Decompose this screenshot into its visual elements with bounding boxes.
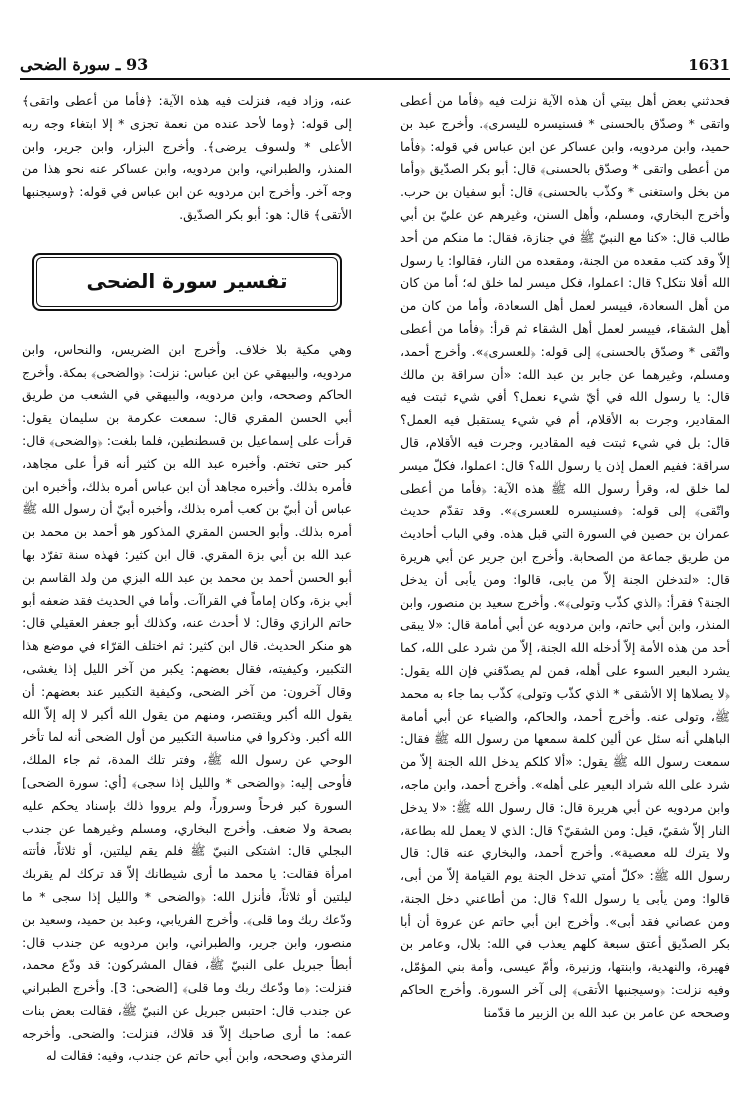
header-rule <box>20 78 730 80</box>
left-column <box>22 90 352 1068</box>
running-title: 93 ـ سورة الضحى <box>20 55 149 74</box>
page-number: 1631 <box>688 56 730 74</box>
section-title: تفسير سورة الضحى <box>36 257 338 307</box>
page-header <box>20 46 730 74</box>
right-column <box>400 90 730 1025</box>
left-column-top-text: عنه، وزاد فيه، فنزلت فيه هذه الآية: ﴿فأما من أعطى واتقى﴾ إلى قوله: ﴿وما لأحد عنده من نعمة تجزى * إلا ابتغاء وجه ربه الأعلى * ولسوف يرضى﴾. وأخرج البزار، وابن جرير، وابن المنذر، والطبراني، وابن مردويه، وابن عساكر عنه نحو هذا من وجه آخر. وأخرج ابن مردويه عن ابن عباس في قوله: ﴿وسيجنبها الأتقى﴾ قال: هو: أبو بكر الصدّيق. <box>22 93 352 222</box>
left-column-bottom-text: وهي مكية بلا خلاف. وأخرج ابن الضريس، والنحاس، وابن مردويه، والبيهقي عن ابن عباس: نزلت: ﴿والضحى﴾ بمكة. وأخرج الحاكم وصححه، وابن مردويه، والبيهقي في الشعب من طريق أبي الحسن المقري قال: سمعت عكرمة بن سليمان يقول: قرأت على إسماعيل بن قسطنطين، فلما بلغت: ﴿والضحى﴾ قال: كبر حتى تختم. وأخبره عبد الله بن كثير أنه قرأ على مجاهد، فأمره بذلك. وأخبره مجاهد أن ابن عباس أمره بذلك، وأخبره ابن عباس أن أبيّ بن كعب أمره بذلك، وأخبره أبيّ أن رسول الله ﷺ أمره بذلك. وأبو الحسن المقري المذكور هو أحمد بن محمد بن عبد الله بن أبي بزة المقري. قال ابن كثير: فهذه سنة تفرّد بها أبو الحسن أحمد بن محمد بن عبد الله البزي من ولد القاسم بن أبي بزة، وكان إماماً في القراآت. وأما في الحديث فقد ضعفه أبو حاتم الرازي وقال: لا أحدث عنه، وكذلك أبو جعفر العقيلي قال: هو منكر الحديث. قال ابن كثير: ثم اختلف القرّاء في موضع هذا التكبير، وكيفيته، فقال بعضهم: يكبر من آخر الليل إذا يغشى، وقال آخرون: من آخر الضحى، وكيفية التكبير عند بعضهم: أن يقول الله أكبر ويقتصر، ومنهم من يقول الله أكبر لا إله إلاّ الله الله أكبر. وذكروا في مناسبة التكبير من أول الضحى أنه لما تأخر الوحي عن رسول الله ﷺ، وفتر تلك المدة، ثم جاء الملك، فأوحى إليه: ﴿والضحى * والليل إذا سجى﴾ [أي: سورة الضحى] السورة كبر فرحاً وسروراً، ولم يرووا ذلك بإسناد يحكم عليه بصحة ولا ضعف. وأخرج البخاري، ومسلم وغيرهما عن جندب البجلي قال: اشتكى النبيّ ﷺ فلم يقم ليلتين، أو ثلاثاً، فأتته امرأة فقالت: يا محمد ما أرى شيطانك إلاّ قد تركك لم يقربك ليلتين أو ثلاثاً، فأنزل الله: ﴿والضحى * والليل إذا سجى * ما ودّعك ربك وما قلى﴾. وأخرج الفريابي، وعبد بن حميد، وسعيد بن منصور، وابن جرير، والطبراني، وابن مردويه عن جندب قال: أبطأ جبريل على النبيّ ﷺ، فقال المشركون: قد ودّع محمد، فنزلت: ﴿ما ودّعك ربك وما قلى﴾ [الضحى: 3]. وأخرج الطبراني عن جندب قال: احتبس جبريل عن النبيّ ﷺ، فقالت بعض بنات عمه: ما أرى صاحبك إلاّ قد قلاك، فنزلت: والضحى. وأخرجه الترمذي وصححه، وابن أبي حاتم عن جندب، وفيه: فقالت له <box>22 341 352 1064</box>
section-title-box <box>32 253 342 311</box>
right-column-text: فحدثني بعض أهل بيتي أن هذه الآية نزلت فيه ﴿فأما من أعطى واتقى * وصدّق بالحسنى * فسنيسره لليسرى﴾. وأخرج عبد بن حميد، وابن مردويه، وابن عساكر عن ابن عباس في قوله: ﴿فأما من أعطى واتقى * وصدّق بالحسنى﴾ قال: أبو بكر الصدّيق ﴿وأما من بخل واستغنى * وكذّب بالحسنى﴾ قال: أبو سفيان بن حرب. وأخرج البخاري، ومسلم، وأهل السنن، وغيرهم عن عليّ بن أبي طالب قال: «كنا مع النبيّ ﷺ في جنازة، فقال: ما منكم من أحد إلاّ وقد كتب مقعده من الجنة، ومقعده من النار، فقالوا: يا رسول الله أفلا نتكل؟ قال: اعملوا، فكل ميسر لما خلق له؛ أما من كان من أهل السعادة، فييسر لعمل أهل السعادة، وأما من كان من أهل الشقاء، فييسر لعمل أهل الشقاء ثم قرأ: ﴿فأما من أعطى واتّقى * وصدّق بالحسنى﴾ إلى قوله: ﴿للعسرى﴾». وأخرج أحمد، ومسلم، وغيرهما عن جابر بن عبد الله: «أن سراقة بن مالك قال: يا رسول الله في أيّ شيء نعمل؟ أفي شيء ثبتت فيه المقادير، وجرت به الأقلام، أم في شيء يستقبل فيه العمل؟ قال: بل في شيء ثبتت فيه المقادير، وجرت فيه الأقلام، قال سراقة: ففيم العمل إذن يا رسول الله؟ قال: اعملوا، فكلّ ميسر لما خلق له، وقرأ رسول الله ﷺ هذه الآية: ﴿فأما من أعطى واتّقى﴾ إلى قوله: ﴿فسنيسره للعسرى﴾». وقد تقدّم حديث عمران بن حصين في السورة التي قبل هذه. وفي الباب أحاديث من طريق جماعة من الصحابة. وأخرج ابن جرير عن أبي هريرة قال: «لتدخلن الجنة إلاّ من يابى، قالوا: ومن يأبى أن يدخل الجنة؟ فقرأ: ﴿الذي كذّب وتولى﴾». وأخرج سعيد بن منصور، وابن المنذر، وابن أبي حاتم، وابن مردويه عن أبي أمامة قال: «لا يبقى أحد من هذه الأمة إلاّ أدخله الله الجنة، إلاّ من شرد على الله، كما يشرد البعير السوء على أهله، فمن لم يصدّقني فإن الله يقول: ﴿لا يصلاها إلا الأشقى * الذي كذّب وتولى﴾ كذّب بما جاء به محمد ﷺ، وتولى عنه. وأخرج أحمد، والحاكم، والضياء عن أبي أمامة الباهلي أنه سئل عن ألين كلمة سمعها من رسول الله ﷺ فقال: سمعت رسول الله ﷺ يقول: «ألا كلكم يدخل الله الجنة إلاّ من شرد على الله شراد البعير على أهله». وأخرج أحمد، وابن ماجه، وابن مردويه عن أبي هريرة قال: قال رسول الله ﷺ: «لا يدخل النار إلاّ شقيّ، قيل: ومن الشقيّ؟ قال: الذي لا يعمل لله بطاعة، ولا يترك لله معصية». وأخرج أحمد، والبخاري عنه قال: قال رسول الله ﷺ: «كلّ أمتي تدخل الجنة يوم القيامة إلاّ من أبى، قالوا: ومن يأبى يا رسول الله؟ قال: من أطاعني دخل الجنة، ومن عصاني فقد أبى». وأخرج ابن أبي حاتم عن عروة أن أبا بكر الصدّيق أعتق سبعة كلهم يعذب في الله: بلال، وعامر بن فهيرة، والنهدية، وابنتها، وزنيرة، وأمّ عيسى، وأمة بني المؤمّل، وفيه نزلت: ﴿وسيجنبها الأتقى﴾ إلى آخر السورة. وأخرج الحاكم وصححه عن عامر بن عبد الله بن الزبير ما قدّمنا <box>400 93 730 1020</box>
